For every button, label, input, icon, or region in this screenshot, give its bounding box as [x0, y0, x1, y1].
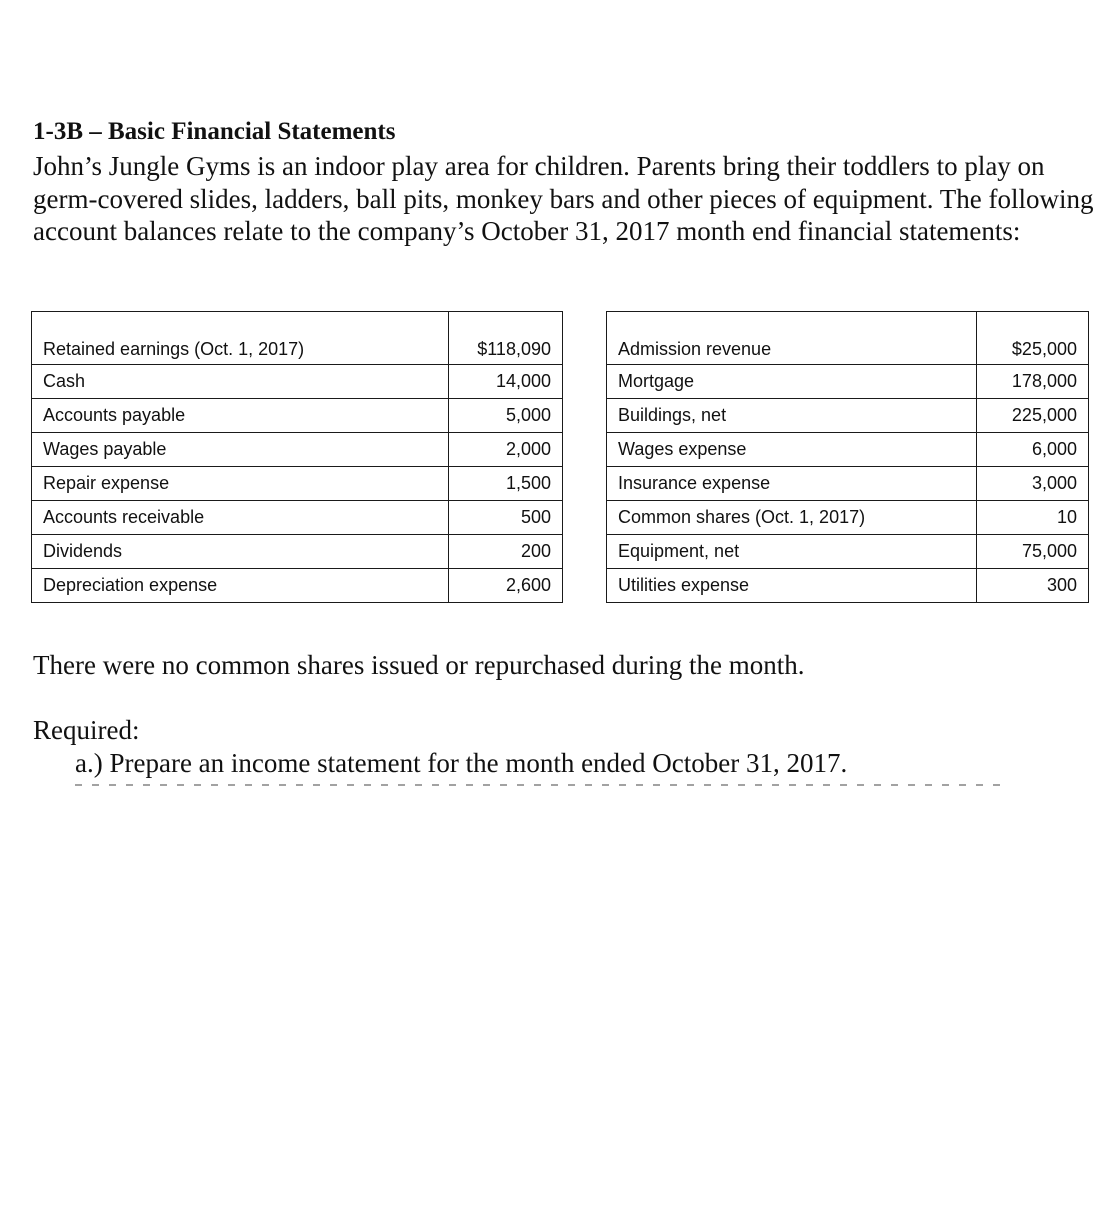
table-row — [32, 569, 563, 603]
account-name: Accounts payable — [32, 399, 449, 433]
account-name: Wages expense — [607, 433, 977, 467]
account-balances-table-right — [606, 311, 1089, 603]
account-name: Wages payable — [32, 433, 449, 467]
account-balances-table-left — [31, 311, 563, 603]
table-row — [607, 467, 1089, 501]
table-row — [32, 399, 563, 433]
account-amount: 5,000 — [449, 399, 563, 433]
table-row — [32, 501, 563, 535]
table-row — [607, 399, 1089, 433]
table-row — [607, 535, 1089, 569]
account-amount: 2,000 — [449, 433, 563, 467]
account-name: Repair expense — [32, 467, 449, 501]
account-name: Accounts receivable — [32, 501, 449, 535]
table-row — [32, 467, 563, 501]
account-name: Admission revenue — [607, 312, 977, 365]
account-amount: $25,000 — [977, 312, 1089, 365]
table-row — [32, 535, 563, 569]
account-amount: 1,500 — [449, 467, 563, 501]
account-name: Common shares (Oct. 1, 2017) — [607, 501, 977, 535]
table-row — [607, 365, 1089, 399]
account-name: Dividends — [32, 535, 449, 569]
account-amount: 6,000 — [977, 433, 1089, 467]
account-amount: 500 — [449, 501, 563, 535]
account-amount: 225,000 — [977, 399, 1089, 433]
account-amount: 14,000 — [449, 365, 563, 399]
account-name: Depreciation expense — [32, 569, 449, 603]
account-name: Insurance expense — [607, 467, 977, 501]
required-label: Required: — [33, 715, 140, 745]
shares-note: There were no common shares issued or repurchased during the month. — [33, 650, 805, 680]
account-amount: $118,090 — [449, 312, 563, 365]
account-name: Equipment, net — [607, 535, 977, 569]
table-row — [607, 433, 1089, 467]
account-name: Cash — [32, 365, 449, 399]
account-amount: 2,600 — [449, 569, 563, 603]
account-amount: 200 — [449, 535, 563, 569]
table-row — [32, 433, 563, 467]
account-amount: 10 — [977, 501, 1089, 535]
required-item-a: a.) Prepare an income statement for the month ended October 31, 2017. — [75, 748, 848, 778]
account-name: Buildings, net — [607, 399, 977, 433]
account-name: Retained earnings (Oct. 1, 2017) — [32, 312, 449, 365]
table-row — [607, 569, 1089, 603]
account-name: Utilities expense — [607, 569, 977, 603]
table-row — [32, 365, 563, 399]
table-row — [32, 312, 563, 365]
cropped-text-line — [75, 784, 1010, 786]
account-name: Mortgage — [607, 365, 977, 399]
account-amount: 300 — [977, 569, 1089, 603]
account-amount: 3,000 — [977, 467, 1089, 501]
table-row — [607, 501, 1089, 535]
account-amount: 75,000 — [977, 535, 1089, 569]
table-row — [607, 312, 1089, 365]
account-amount: 178,000 — [977, 365, 1089, 399]
problem-heading: 1-3B – Basic Financial Statements — [33, 118, 396, 145]
problem-intro: John’s Jungle Gyms is an indoor play area for children. Parents bring their toddlers to play on germ-covered slides, ladders, ball pits, monkey bars and other pieces of equipment. The following account balances relate to the company’s October 31, 2017 month end financial statements: — [33, 151, 1094, 246]
